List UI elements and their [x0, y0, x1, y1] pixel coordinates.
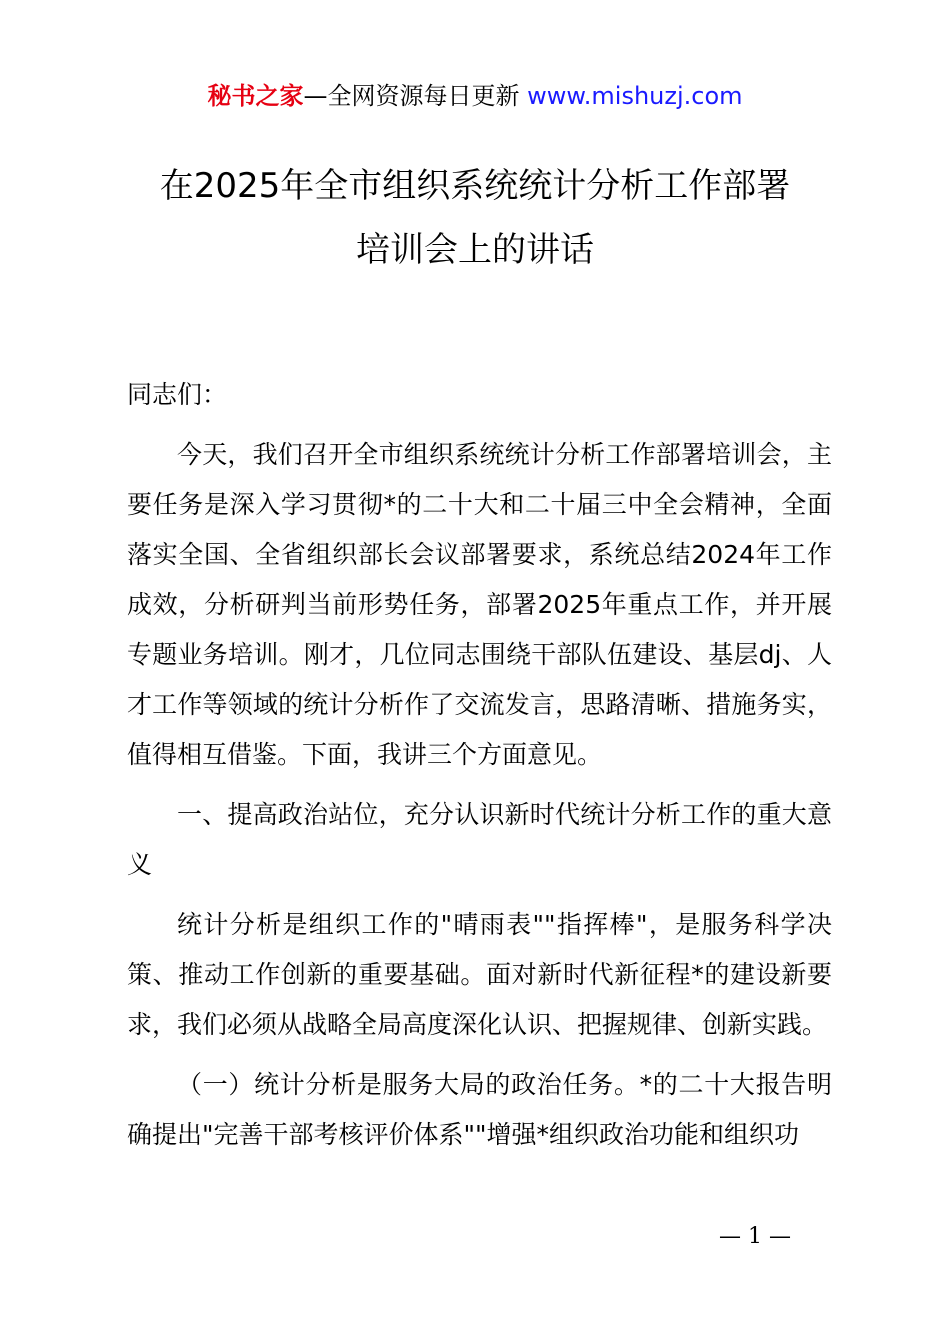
document-body	[127, 370, 832, 1170]
banner-brand: 秘书之家	[207, 82, 304, 110]
title-line-2: 培训会上的讲话	[356, 230, 594, 270]
page-number: — 1 —	[719, 1224, 791, 1249]
salutation: 同志们：	[127, 380, 228, 409]
paragraph-subsection-1: （一）统计分析是服务大局的政治任务。*的二十大报告明确提出"完善干部考核评价体系""增强*组织政治功能和组织功	[127, 1070, 832, 1149]
paragraph-intro: 今天，我们召开全市组织系统统计分析工作部署培训会，主要任务是深入学习贯彻*的二十大和二十届三中全会精神，全面落实全国、全省组织部长会议部署要求，系统总结2024年工作成效，分析研判当前形势任务，部署2025年重点工作，并开展专题业务培训。刚才，几位同志围绕干部队伍建设、基层dj、人才工作等领域的统计分析作了交流发言，思路清晰、措施务实，值得相互借鉴。下面，我讲三个方面意见。	[127, 440, 832, 769]
banner-url-link[interactable]: www.mishuzj.com	[527, 82, 743, 110]
site-banner	[0, 80, 950, 112]
title-line-1: 在2025年全市组织系统统计分析工作部署	[159, 166, 791, 206]
paragraph-section-1: 统计分析是组织工作的"晴雨表""指挥棒"，是服务科学决策、推动工作创新的重要基础。面对新时代新征程*的建设新要求，我们必须从战略全局高度深化认识、把握规律、创新实践。	[127, 910, 832, 1039]
document-title	[0, 158, 950, 278]
banner-slogan: —全网资源每日更新	[303, 82, 528, 110]
section-heading-1: 一、提高政治站位，充分认识新时代统计分析工作的重大意义	[127, 800, 832, 879]
